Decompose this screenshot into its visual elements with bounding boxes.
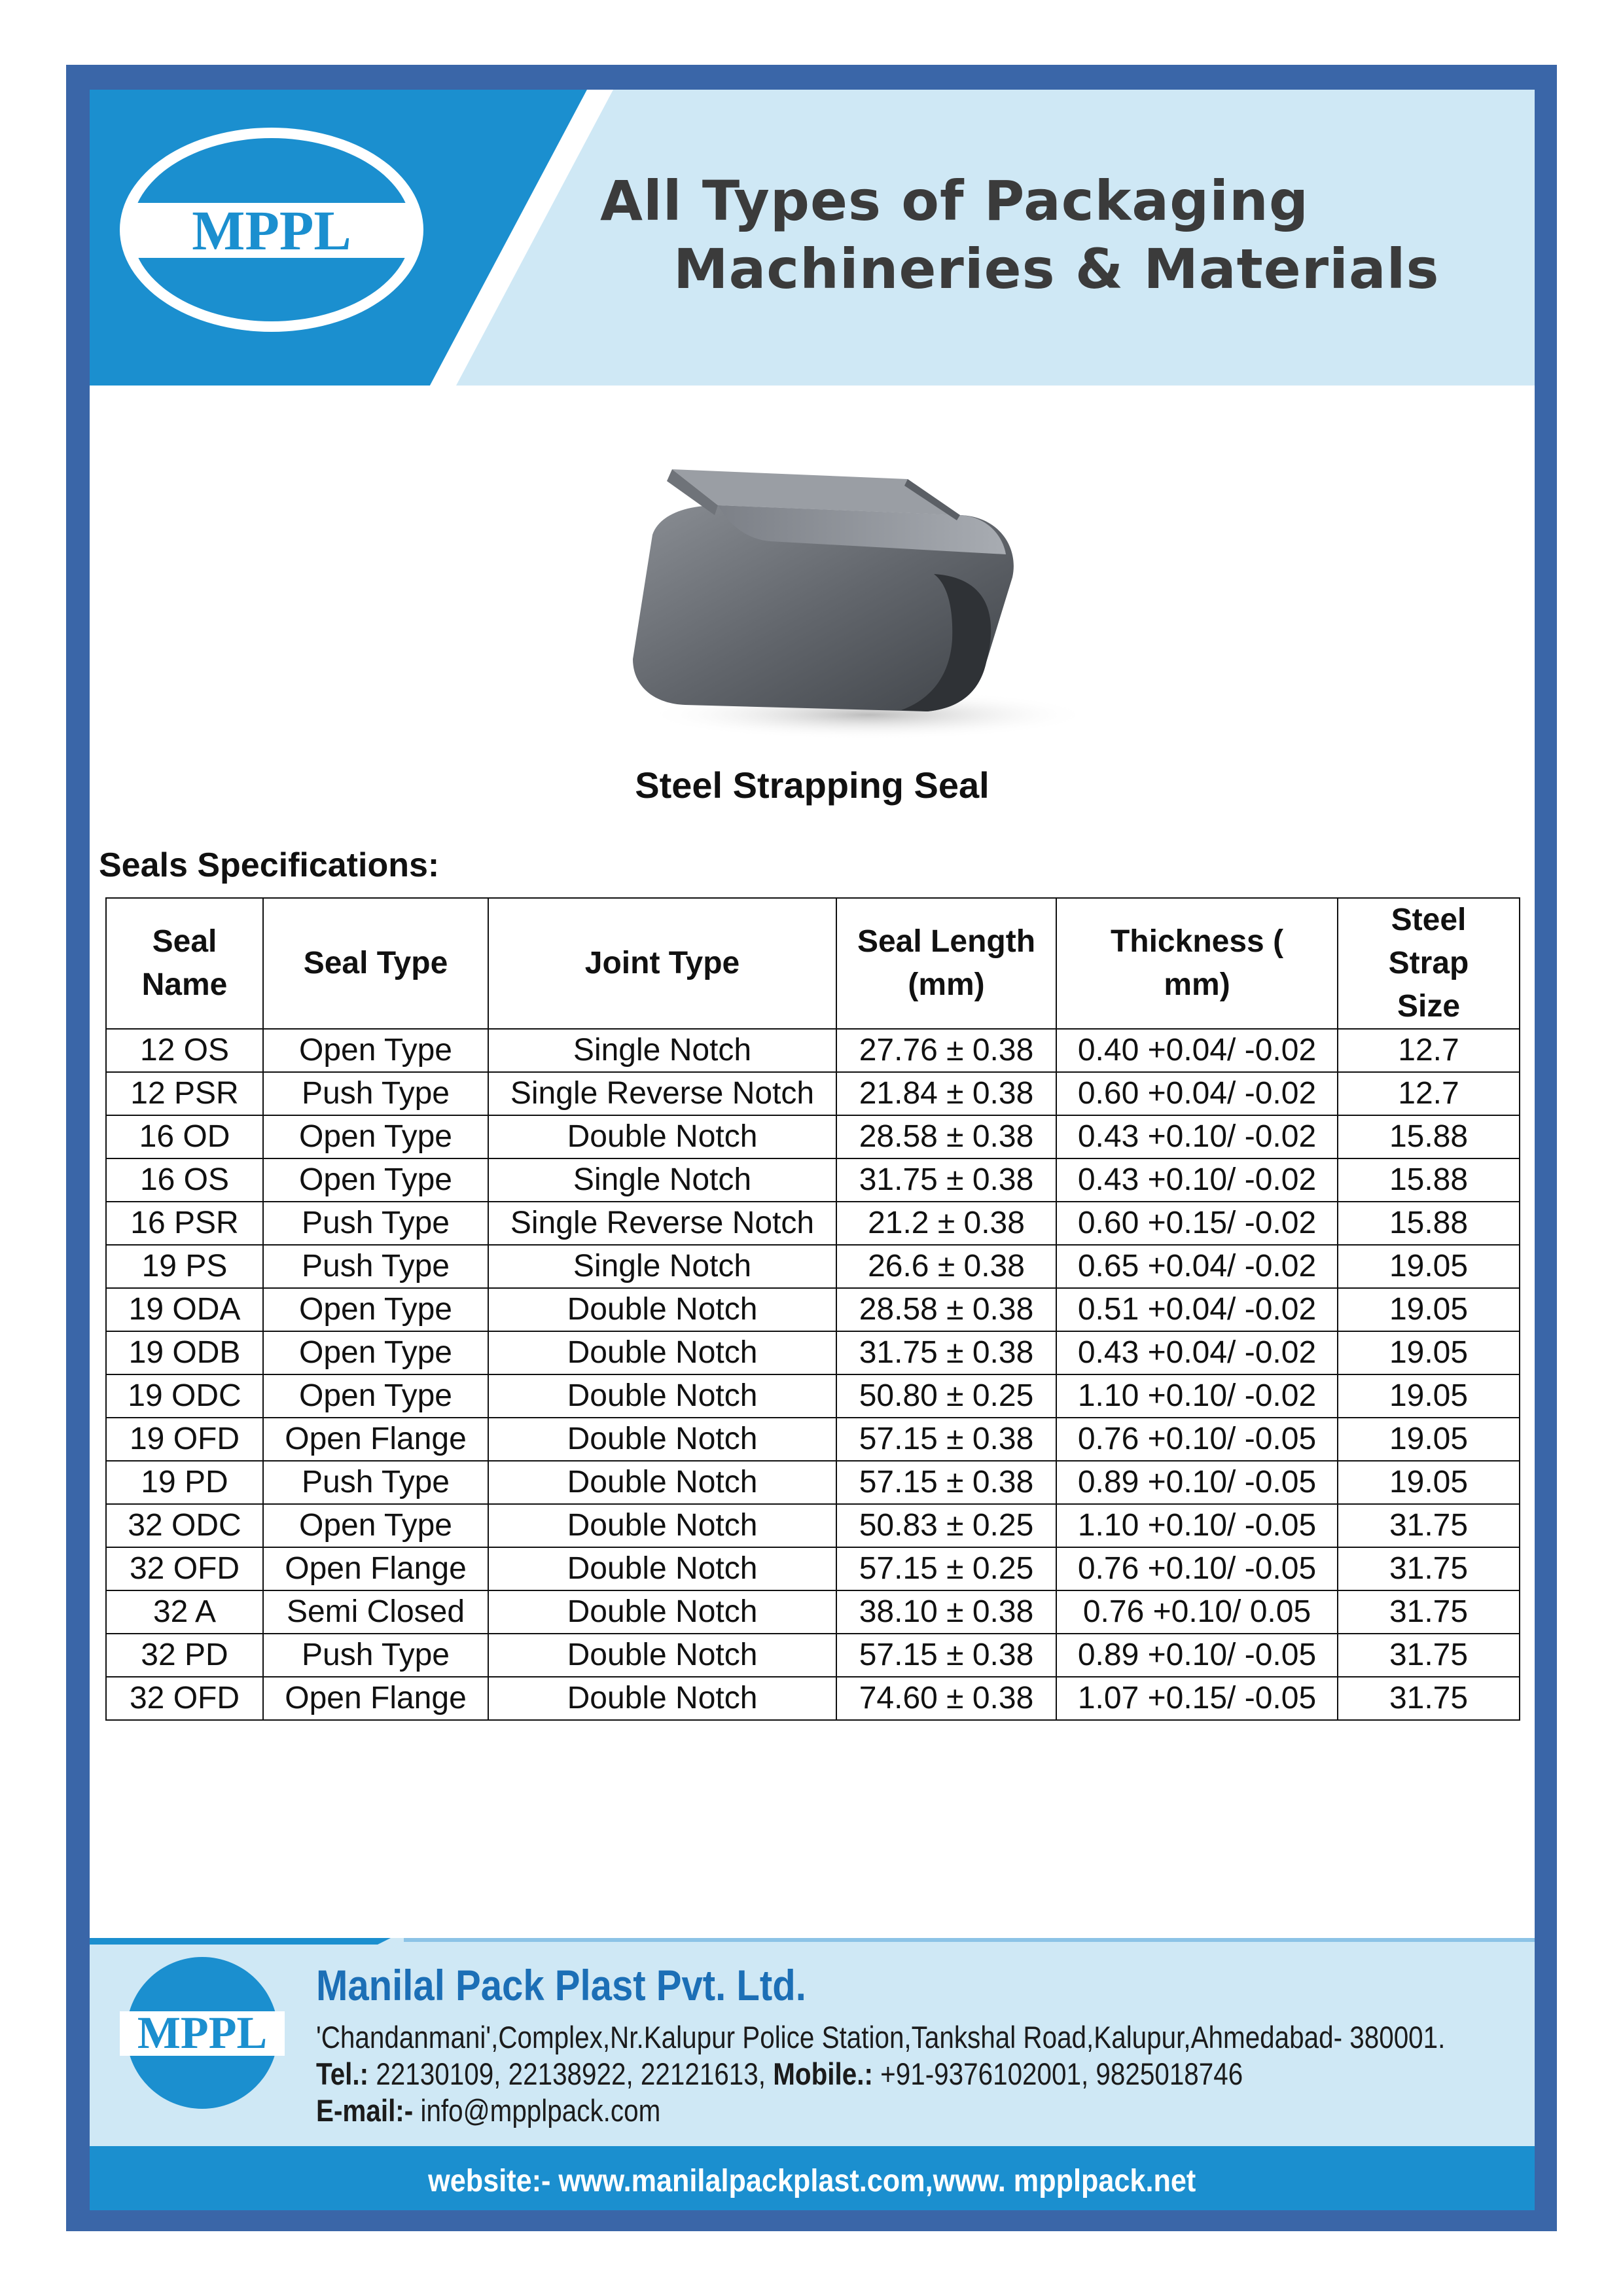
table-cell: 12.7 [1338,1029,1520,1072]
table-cell: 31.75 [1338,1590,1520,1634]
table-cell: Single Notch [488,1158,836,1202]
table-cell: Single Reverse Notch [488,1202,836,1245]
table-cell: 15.88 [1338,1115,1520,1158]
table-cell: 31.75 [1338,1504,1520,1547]
table-cell: 32 OFD [106,1547,263,1590]
table-cell: 21.2 ± 0.38 [836,1202,1056,1245]
table-cell: Push Type [263,1072,488,1115]
table-row [106,1115,1520,1158]
table-cell: 19.05 [1338,1245,1520,1288]
table-row [106,1331,1520,1374]
page-content [90,90,1535,2210]
table-cell: Push Type [263,1461,488,1504]
table-row [106,1288,1520,1331]
email-label: E-mail:- [316,2093,414,2128]
header-title [600,167,1516,303]
table-cell: 38.10 ± 0.38 [836,1590,1056,1634]
table-cell: 19.05 [1338,1331,1520,1374]
table-cell: 0.43 +0.10/ -0.02 [1056,1158,1338,1202]
table-cell: Push Type [263,1245,488,1288]
table-cell: 12 PSR [106,1072,263,1115]
table-cell: Open Type [263,1158,488,1202]
table-cell: 57.15 ± 0.38 [836,1418,1056,1461]
table-cell: 31.75 ± 0.38 [836,1158,1056,1202]
table-row [106,1504,1520,1547]
table-cell: 31.75 [1338,1547,1520,1590]
table-cell: 0.51 +0.04/ -0.02 [1056,1288,1338,1331]
table-cell: 0.40 +0.04/ -0.02 [1056,1029,1338,1072]
table-cell: 15.88 [1338,1202,1520,1245]
table-cell: Double Notch [488,1418,836,1461]
table-cell: Double Notch [488,1677,836,1720]
table-row [106,1374,1520,1418]
column-header-line: Seal Type [303,946,448,980]
table-body [106,1029,1520,1720]
table-row [106,1029,1520,1072]
table-row [106,1590,1520,1634]
steel-strapping-seal-image [594,443,1104,744]
table-cell: 32 A [106,1590,263,1634]
table-cell: Open Type [263,1331,488,1374]
table-cell: 27.76 ± 0.38 [836,1029,1056,1072]
table-cell: 19 ODB [106,1331,263,1374]
table-row [106,1547,1520,1590]
column-header-line: mm) [1164,967,1230,1002]
table-cell: 0.76 +0.10/ -0.05 [1056,1418,1338,1461]
website-text[interactable]: website:- www.manilalpackplast.com,www. mpplpack.net [428,2164,1196,2198]
table-cell: 19 PS [106,1245,263,1288]
table-cell: 0.60 +0.04/ -0.02 [1056,1072,1338,1115]
table-cell: Open Flange [263,1418,488,1461]
company-address: 'Chandanmani',Complex,Nr.Kalupur Police Station,Tankshal Road,Kalupur,Ahmedabad- 380001. [316,2020,1446,2054]
table-cell: Single Reverse Notch [488,1072,836,1115]
table-cell: Open Flange [263,1547,488,1590]
table-cell: 0.89 +0.10/ -0.05 [1056,1634,1338,1677]
column-header-line: Size [1397,989,1461,1024]
column-header-line: Steel [1391,903,1467,937]
table-cell: 28.58 ± 0.38 [836,1288,1056,1331]
table-cell: 50.80 ± 0.25 [836,1374,1056,1418]
table-cell: 19 ODC [106,1374,263,1418]
table-cell: Single Notch [488,1245,836,1288]
column-header-line: (mm) [908,967,985,1002]
column-header-line: Seal [152,924,217,959]
table-cell: Push Type [263,1202,488,1245]
email-address[interactable]: info@mpplpack.com [413,2093,661,2128]
table-header-row [106,898,1520,1029]
table-cell: 19.05 [1338,1461,1520,1504]
table-cell: Double Notch [488,1331,836,1374]
seal-specifications-table [105,897,1520,1721]
table-cell: 19.05 [1338,1418,1520,1461]
table-cell: 19.05 [1338,1374,1520,1418]
column-header [1338,898,1520,1029]
table-cell: 1.10 +0.10/ -0.02 [1056,1374,1338,1418]
table-cell: Double Notch [488,1634,836,1677]
table-cell: Double Notch [488,1374,836,1418]
table-cell: Double Notch [488,1115,836,1158]
mobile-numbers: +91-9376102001, 9825018746 [872,2056,1243,2091]
table-cell: 19 ODA [106,1288,263,1331]
table-row [106,1072,1520,1115]
header-title-line1: All Types of Packaging [600,169,1309,233]
table-cell: 16 PSR [106,1202,263,1245]
column-header [488,898,836,1029]
table-cell: Open Type [263,1288,488,1331]
table-cell: Open Type [263,1374,488,1418]
table-cell: 0.76 +0.10/ -0.05 [1056,1547,1338,1590]
table-cell: 26.6 ± 0.38 [836,1245,1056,1288]
table-cell: 31.75 [1338,1677,1520,1720]
table-cell: 19.05 [1338,1288,1520,1331]
table-cell: 15.88 [1338,1158,1520,1202]
website-links[interactable] [90,2163,1535,2199]
table-cell: Push Type [263,1634,488,1677]
table-cell: 57.15 ± 0.25 [836,1547,1056,1590]
table-cell: 0.60 +0.15/ -0.02 [1056,1202,1338,1245]
contact-email [316,2092,660,2128]
table-cell: Open Type [263,1029,488,1072]
column-header-line: Strap [1388,946,1469,980]
column-header-line: Thickness ( [1110,924,1284,959]
table-cell: 0.43 +0.10/ -0.02 [1056,1115,1338,1158]
table-cell: Double Notch [488,1547,836,1590]
table-cell: Double Notch [488,1461,836,1504]
table-cell: 1.10 +0.10/ -0.05 [1056,1504,1338,1547]
table-row [106,1461,1520,1504]
table-cell: Open Flange [263,1677,488,1720]
company-name: Manilal Pack Plast Pvt. Ltd. [316,1961,806,2009]
table-cell: 74.60 ± 0.38 [836,1677,1056,1720]
table-cell: Double Notch [488,1504,836,1547]
column-header [263,898,488,1029]
table-cell: 0.76 +0.10/ 0.05 [1056,1590,1338,1634]
mobile-label: Mobile.: [773,2056,873,2091]
table-cell: 12 OS [106,1029,263,1072]
table-row [106,1202,1520,1245]
table-cell: 57.15 ± 0.38 [836,1634,1056,1677]
table-cell: 0.65 +0.04/ -0.02 [1056,1245,1338,1288]
table-cell: 32 ODC [106,1504,263,1547]
specs-heading: Seals Specifications: [99,846,440,884]
product-caption: Steel Strapping Seal [635,764,990,806]
table-cell: 50.83 ± 0.25 [836,1504,1056,1547]
column-header-line: Joint Type [584,946,740,980]
table-cell: 1.07 +0.15/ -0.05 [1056,1677,1338,1720]
table-cell: Open Type [263,1115,488,1158]
table-row [106,1634,1520,1677]
table-cell: 31.75 [1338,1634,1520,1677]
column-header [106,898,263,1029]
footer-logo-text: MPPL [137,2008,268,2058]
table-row [106,1418,1520,1461]
column-header-line: Name [141,967,228,1002]
table-cell: 0.43 +0.04/ -0.02 [1056,1331,1338,1374]
table-cell: Double Notch [488,1590,836,1634]
column-header [1056,898,1338,1029]
table-cell: Open Type [263,1504,488,1547]
header-title-line2: Machineries & Materials [673,237,1440,301]
table-cell: 28.58 ± 0.38 [836,1115,1056,1158]
tel-label: Tel.: [316,2056,369,2091]
column-header [836,898,1056,1029]
table-cell: 31.75 ± 0.38 [836,1331,1056,1374]
tel-numbers: 22130109, 22138922, 22121613, [368,2056,774,2091]
table-row [106,1158,1520,1202]
table-cell: 16 OS [106,1158,263,1202]
table-cell: 21.84 ± 0.38 [836,1072,1056,1115]
table-cell: 0.89 +0.10/ -0.05 [1056,1461,1338,1504]
contact-phone [316,2056,1243,2092]
table-cell: 16 OD [106,1115,263,1158]
table-cell: 19 OFD [106,1418,263,1461]
column-header-line: Seal Length [857,924,1036,959]
table-cell: 32 OFD [106,1677,263,1720]
table-cell: Double Notch [488,1288,836,1331]
table-row [106,1245,1520,1288]
table-cell: 19 PD [106,1461,263,1504]
header-banner [90,90,1535,386]
table-cell: 57.15 ± 0.38 [836,1461,1056,1504]
table-cell: 12.7 [1338,1072,1520,1115]
table-cell: Single Notch [488,1029,836,1072]
header-logo-text: MPPL [192,199,351,262]
table-row [106,1677,1520,1720]
table-cell: 32 PD [106,1634,263,1677]
table-cell: Semi Closed [263,1590,488,1634]
